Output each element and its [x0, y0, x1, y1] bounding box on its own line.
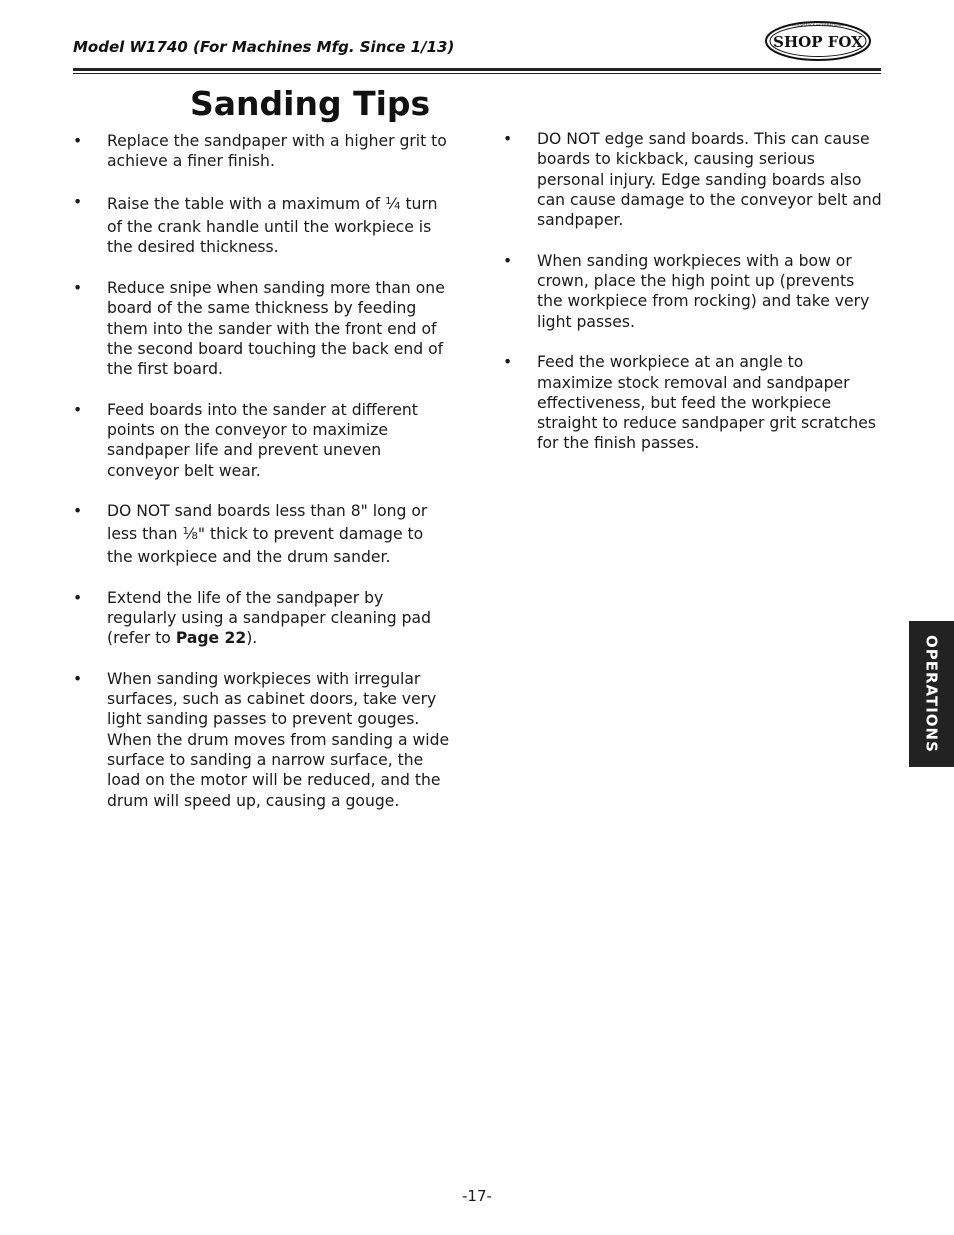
tip-item [503, 352, 883, 453]
bullet: • [73, 192, 83, 211]
operations-side-tab [909, 621, 954, 767]
tip-item [73, 588, 451, 649]
tip-text: Raise the table with a maximum of [107, 194, 386, 213]
tip-text: Reduce snipe when sanding more than one board of the same thickness by feeding them into the sander with the front end of the second board touching the back end of the first board. [107, 279, 445, 379]
fraction-denominator: 4 [394, 200, 401, 212]
tip-text: When sanding workpieces with a bow or crown, place the high point up (prevents the workpiece from rocking) and take very light passes. [537, 251, 870, 331]
left-column-tips [73, 131, 451, 831]
logo-tagline: WOODSTOCK INTERNATIONAL [791, 23, 845, 27]
page-number: -17- [462, 1187, 492, 1205]
bullet: • [503, 251, 513, 270]
tip-item [73, 131, 451, 172]
fraction-numerator: 1 [182, 525, 189, 537]
bullet: • [73, 400, 83, 419]
right-column-tips [503, 129, 883, 474]
header-rule-thin [73, 73, 881, 74]
tip-text: Extend the life of the sandpaper by regularly using a sandpaper cleaning pad (refer to [107, 588, 431, 648]
tip-text: ). [246, 629, 258, 648]
tip-item [73, 501, 451, 567]
fraction-numerator: 1 [385, 195, 392, 207]
side-tab-label: OPERATIONS [922, 635, 941, 753]
tip-text: Replace the sandpaper with a higher grit to achieve a finer finish. [107, 132, 447, 171]
fraction-slash: ⁄ [188, 524, 192, 543]
header-rule-thick [73, 68, 881, 71]
tip-text: Feed boards into the sander at different points on the conveyor to maximize sandpaper life and prevent uneven conveyor belt wear. [107, 400, 418, 480]
bullet: • [73, 502, 83, 521]
tip-item [73, 669, 451, 811]
tip-item [73, 278, 451, 379]
bullet: • [73, 132, 83, 150]
page-title: Sanding Tips [190, 84, 431, 123]
shop-fox-logo [764, 20, 872, 62]
tip-text: turn of the crank handle until the workpiece is the desired thickness. [107, 194, 438, 257]
page-header-text: Model W1740 (For Machines Mfg. Since 1/13) [73, 38, 455, 56]
tip-text: Feed the workpiece at an angle to maximize stock removal and sandpaper effectiveness, but feed the workpiece straight to reduce sandpaper grit scratches for the finish passes. [537, 353, 877, 453]
bullet: • [73, 669, 83, 688]
tip-text: DO NOT edge sand boards. This can cause boards to kickback, causing serious personal injury. Edge sanding boards also can cause damage to the conveyor belt and sandpaper. [537, 130, 882, 230]
bullet: • [503, 353, 513, 372]
page-reference: Page 22 [175, 629, 247, 648]
bullet: • [503, 130, 513, 148]
bullet: • [73, 588, 83, 607]
tip-item [503, 129, 883, 230]
tip-text: DO NOT sand boards less than 8" long or less than [107, 502, 428, 543]
tip-item [73, 192, 451, 258]
fraction-slash: ⁄ [391, 194, 395, 213]
tip-item [503, 251, 883, 332]
bullet: • [73, 279, 83, 298]
tip-text: " thick to prevent damage to the workpiece and the drum sander. [107, 524, 424, 566]
fraction-denominator: 8 [191, 530, 198, 542]
tip-item [73, 400, 451, 481]
tip-text: When sanding workpieces with irregular surfaces, such as cabinet doors, take very light sanding passes to prevent gouges. When the drum moves from sanding a wide surface to sanding a narrow surface, the load on the motor will be reduced, and the drum will speed up, causing a gouge. [107, 669, 450, 810]
logo-text: SHOP FOX [773, 33, 863, 51]
